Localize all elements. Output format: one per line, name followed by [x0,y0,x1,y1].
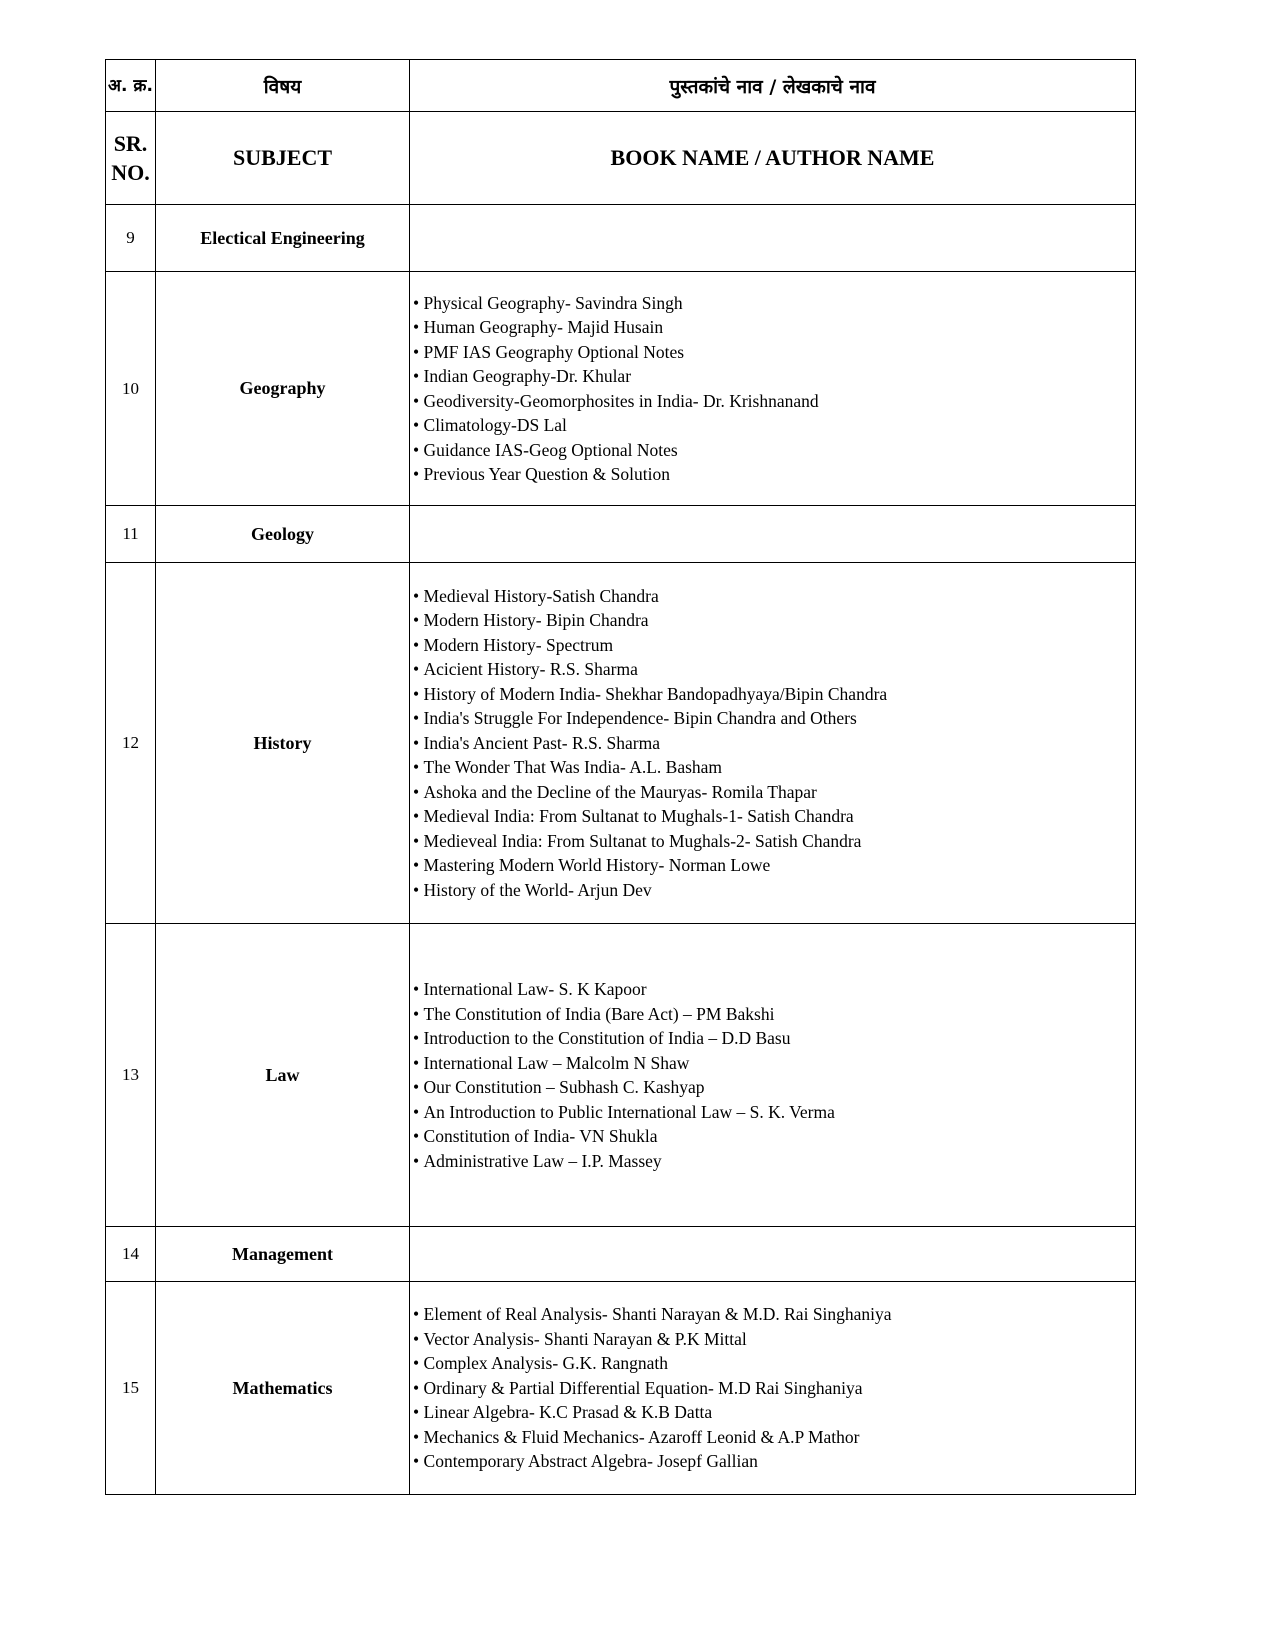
header-sr-english: SR. NO. [106,112,156,205]
subject-name: Law [156,924,410,1227]
book-entry: • Medieveal India: From Sultanat to Mughals-2- Satish Chandra [413,829,1135,854]
header-row-english [106,112,1136,205]
table-row [106,924,1136,1227]
table-row [106,1227,1136,1282]
header-sr-marathi: अ. क्र. [106,60,156,112]
book-entry: • The Constitution of India (Bare Act) – PM Bakshi [413,1002,1135,1027]
book-entry: • Constitution of India- VN Shukla [413,1124,1135,1149]
subject-name: Management [156,1227,410,1282]
book-entry: • Acicient History- R.S. Sharma [413,657,1135,682]
subject-name: Geology [156,506,410,563]
table-row [106,563,1136,924]
books-cell [410,1282,1136,1495]
subject-name: Geography [156,272,410,506]
subject-name: History [156,563,410,924]
book-entry: • Contemporary Abstract Algebra- Josepf Gallian [413,1449,1135,1474]
book-list [413,291,1135,487]
book-entry: • Medieval History-Satish Chandra [413,584,1135,609]
book-entry: • Mechanics & Fluid Mechanics- Azaroff Leonid & A.P Mathor [413,1425,1135,1450]
book-entry: • An Introduction to Public International Law – S. K. Verma [413,1100,1135,1125]
sr-number: 14 [106,1227,156,1282]
book-entry: • Indian Geography-Dr. Khular [413,364,1135,389]
book-list-table [105,59,1136,1495]
book-entry: • Modern History- Bipin Chandra [413,608,1135,633]
books-cell [410,924,1136,1227]
sr-number: 10 [106,272,156,506]
books-cell [410,1227,1136,1282]
book-entry: • International Law- S. K Kapoor [413,977,1135,1002]
table-row [106,205,1136,272]
book-entry: • Introduction to the Constitution of India – D.D Basu [413,1026,1135,1051]
book-list [413,1302,1135,1474]
book-entry: • PMF IAS Geography Optional Notes [413,340,1135,365]
sr-number: 11 [106,506,156,563]
sr-number: 12 [106,563,156,924]
book-entry: • India's Struggle For Independence- Bipin Chandra and Others [413,706,1135,731]
book-entry: • Physical Geography- Savindra Singh [413,291,1135,316]
books-cell [410,272,1136,506]
book-list [413,977,1135,1173]
table-row [106,506,1136,563]
book-entry: • History of the World- Arjun Dev [413,878,1135,903]
table-row [106,1282,1136,1495]
book-entry: • The Wonder That Was India- A.L. Basham [413,755,1135,780]
table-row [106,272,1136,506]
book-entry: • Our Constitution – Subhash C. Kashyap [413,1075,1135,1100]
book-entry: • Climatology-DS Lal [413,413,1135,438]
book-entry: • Geodiversity-Geomorphosites in India- Dr. Krishnanand [413,389,1135,414]
book-list [413,584,1135,903]
book-entry: • Linear Algebra- K.C Prasad & K.B Datta [413,1400,1135,1425]
book-entry: • Complex Analysis- G.K. Rangnath [413,1351,1135,1376]
book-entry: • Modern History- Spectrum [413,633,1135,658]
book-entry: • India's Ancient Past- R.S. Sharma [413,731,1135,756]
books-cell [410,205,1136,272]
book-entry: • Ordinary & Partial Differential Equation- M.D Rai Singhaniya [413,1376,1135,1401]
book-entry: • International Law – Malcolm N Shaw [413,1051,1135,1076]
header-subject-marathi: विषय [156,60,410,112]
book-entry: • Guidance IAS-Geog Optional Notes [413,438,1135,463]
sr-number: 13 [106,924,156,1227]
header-subject-english: SUBJECT [156,112,410,205]
book-entry: • Mastering Modern World History- Norman Lowe [413,853,1135,878]
header-books-english: BOOK NAME / AUTHOR NAME [410,112,1136,205]
book-entry: • History of Modern India- Shekhar Bandopadhyaya/Bipin Chandra [413,682,1135,707]
subject-name: Electical Engineering [156,205,410,272]
book-entry: • Previous Year Question & Solution [413,462,1135,487]
subject-name: Mathematics [156,1282,410,1495]
sr-number: 9 [106,205,156,272]
book-entry: • Administrative Law – I.P. Massey [413,1149,1135,1174]
book-entry: • Element of Real Analysis- Shanti Narayan & M.D. Rai Singhaniya [413,1302,1135,1327]
sr-number: 15 [106,1282,156,1495]
book-entry: • Ashoka and the Decline of the Mauryas- Romila Thapar [413,780,1135,805]
book-entry: • Vector Analysis- Shanti Narayan & P.K Mittal [413,1327,1135,1352]
header-row-marathi [106,60,1136,112]
books-cell [410,563,1136,924]
book-entry: • Human Geography- Majid Husain [413,315,1135,340]
books-cell [410,506,1136,563]
header-books-marathi: पुस्तकांचे नाव / लेखकाचे नाव [410,60,1136,112]
book-entry: • Medieval India: From Sultanat to Mughals-1- Satish Chandra [413,804,1135,829]
